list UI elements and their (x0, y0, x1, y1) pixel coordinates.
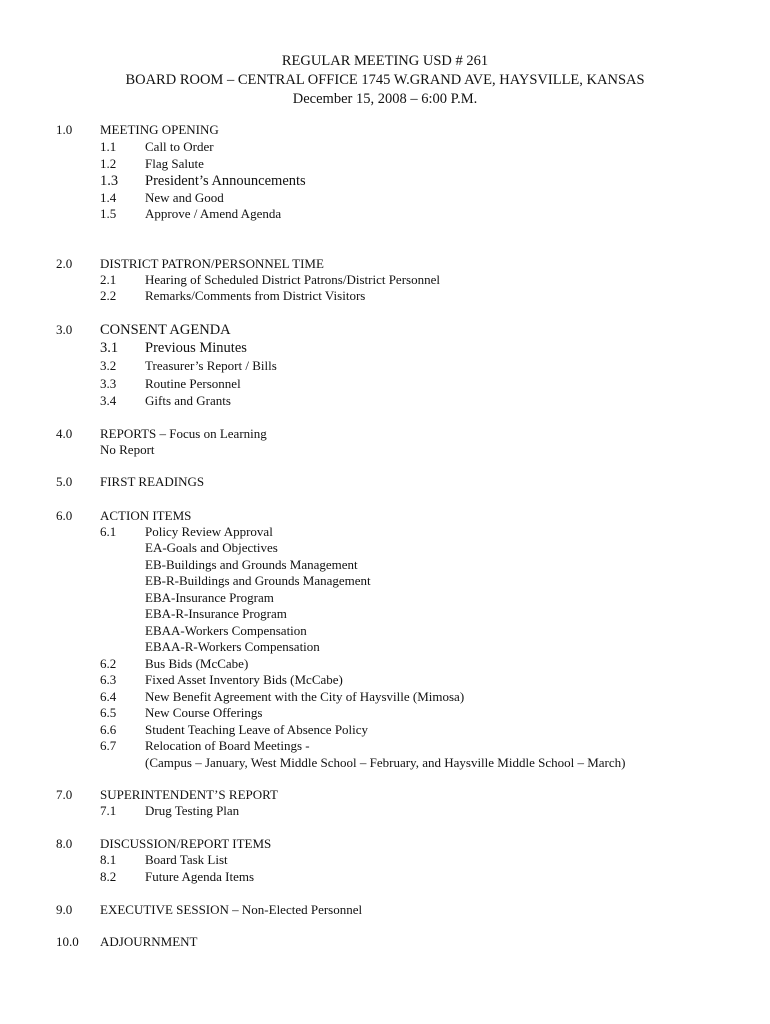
policy-label: EBAA-R-Workers Compensation (145, 639, 320, 654)
policy-label: EBAA-Workers Compensation (145, 623, 307, 638)
item-label: Future Agenda Items (145, 869, 255, 884)
relocation-schedule: (Campus – January, West Middle School – February, and Haysville Middle School – March) (145, 755, 626, 770)
item-number: 3.1 (100, 340, 119, 356)
meeting-location: BOARD ROOM – CENTRAL OFFICE 1745 W.GRAND AVE, HAYSVILLE, KANSAS (125, 72, 645, 88)
item-number: 3.4 (100, 393, 117, 408)
item-label: New Course Offerings (145, 705, 263, 720)
item-label: Previous Minutes (145, 340, 247, 356)
item-number: 8.1 (100, 852, 117, 867)
item-number: 6.1 (100, 524, 117, 539)
item-label: Relocation of Board Meetings - (145, 738, 310, 753)
section-title: MEETING OPENING (100, 122, 219, 137)
section-number: 8.0 (56, 836, 73, 851)
section-title: SUPERINTENDENT’S REPORT (100, 787, 278, 802)
policy-label: EB-R-Buildings and Grounds Management (145, 573, 371, 588)
item-label: Policy Review Approval (145, 524, 273, 539)
section-number: 1.0 (56, 122, 73, 137)
policy-label: EBA-R-Insurance Program (145, 606, 287, 621)
item-label: Flag Salute (145, 156, 204, 171)
policy-label: EB-Buildings and Grounds Management (145, 557, 358, 572)
section-number: 5.0 (56, 474, 73, 489)
section-title: DISCUSSION/REPORT ITEMS (100, 836, 272, 851)
item-label: Hearing of Scheduled District Patrons/District Personnel (145, 272, 440, 287)
item-label: Gifts and Grants (145, 393, 231, 408)
policy-label: EBA-Insurance Program (145, 590, 274, 605)
item-number: 2.1 (100, 272, 117, 287)
item-number: 1.4 (100, 190, 117, 205)
item-label: Student Teaching Leave of Absence Policy (145, 722, 369, 737)
section-number: 3.0 (56, 322, 73, 337)
item-label: Routine Personnel (145, 376, 241, 391)
item-label: Remarks/Comments from District Visitors (145, 288, 366, 303)
item-number: 6.4 (100, 689, 117, 704)
item-label: New Benefit Agreement with the City of Haysville (Mimosa) (145, 689, 465, 704)
item-number: 1.3 (100, 173, 119, 189)
item-label: New and Good (145, 190, 224, 205)
item-label: Treasurer’s Report / Bills (145, 358, 277, 373)
item-number: 7.1 (100, 803, 117, 818)
item-number: 1.5 (100, 206, 117, 221)
item-number: 3.3 (100, 376, 117, 391)
no-report-note: No Report (100, 442, 155, 457)
item-number: 6.7 (100, 738, 117, 753)
item-number: 6.6 (100, 722, 117, 737)
item-number: 1.2 (100, 156, 117, 171)
policy-label: EA-Goals and Objectives (145, 540, 278, 555)
section-title: REPORTS – Focus on Learning (100, 426, 267, 441)
section-title: FIRST READINGS (100, 474, 205, 489)
item-label: Fixed Asset Inventory Bids (McCabe) (145, 672, 343, 687)
item-label: President’s Announcements (145, 173, 306, 189)
agenda-header (0, 52, 770, 109)
section-number: 9.0 (56, 902, 73, 917)
item-number: 6.3 (100, 672, 117, 687)
section-number: 6.0 (56, 508, 73, 523)
section-title: EXECUTIVE SESSION – Non-Elected Personnel (100, 902, 363, 917)
section-title: ACTION ITEMS (100, 508, 192, 523)
meeting-title: REGULAR MEETING USD # 261 (281, 53, 489, 69)
item-label: Bus Bids (McCabe) (145, 656, 249, 671)
section-title: DISTRICT PATRON/PERSONNEL TIME (100, 256, 324, 271)
section-title: CONSENT AGENDA (100, 322, 231, 338)
section-number: 2.0 (56, 256, 73, 271)
item-label: Call to Order (145, 139, 214, 154)
section-title: ADJOURNMENT (100, 934, 198, 949)
meeting-date: December 15, 2008 – 6:00 P.M. (292, 91, 478, 107)
item-number: 2.2 (100, 288, 117, 303)
item-label: Board Task List (145, 852, 228, 867)
item-number: 8.2 (100, 869, 117, 884)
item-number: 1.1 (100, 139, 117, 154)
item-label: Approve / Amend Agenda (145, 206, 282, 221)
item-number: 3.2 (100, 358, 117, 373)
item-number: 6.5 (100, 705, 117, 720)
section-number: 4.0 (56, 426, 73, 441)
item-number: 6.2 (100, 656, 117, 671)
section-number: 10.0 (56, 934, 79, 949)
item-label: Drug Testing Plan (145, 803, 240, 818)
section-number: 7.0 (56, 787, 73, 802)
